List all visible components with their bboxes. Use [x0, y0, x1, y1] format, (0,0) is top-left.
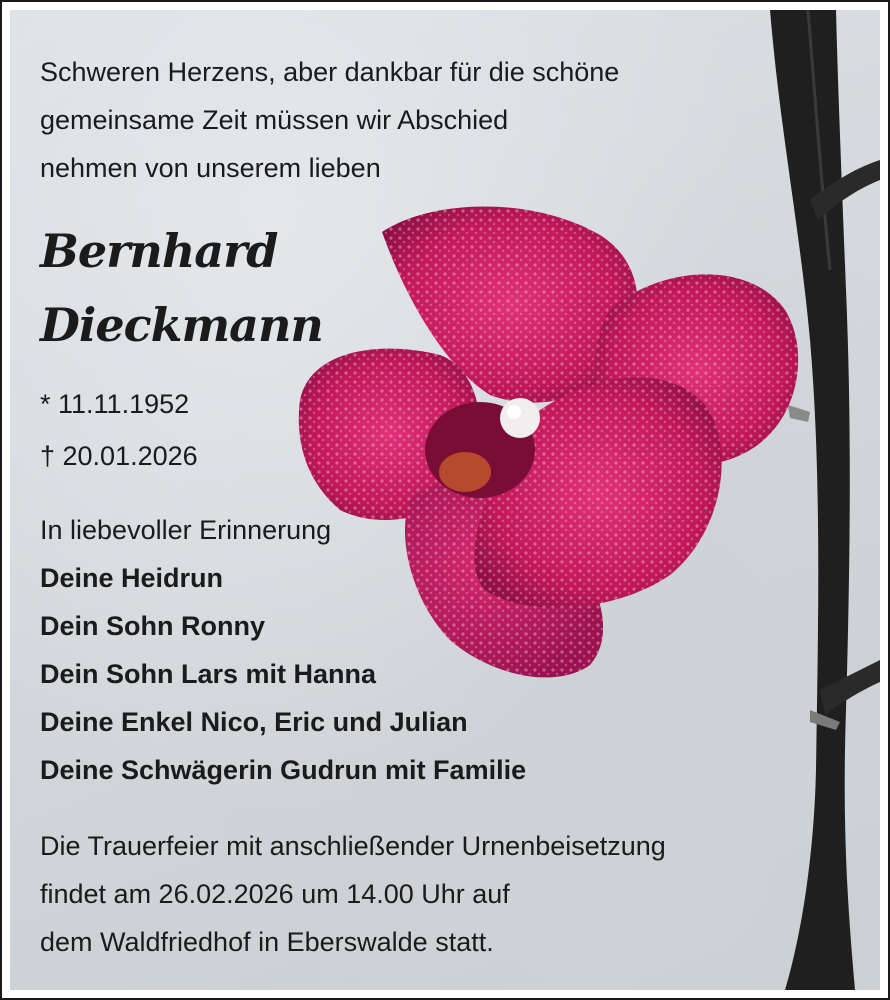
funeral-line: findet am 26.02.2026 um 14.00 Uhr auf: [40, 879, 510, 909]
deceased-last-name: Dieckmann: [40, 298, 323, 352]
birth-date: * 11.11.1952: [40, 389, 190, 419]
intro-line: nehmen von unserem lieben: [40, 153, 381, 183]
background-texture: [10, 10, 880, 990]
mourners-list: [40, 506, 526, 794]
intro-line: gemeinsame Zeit müssen wir Abschied: [40, 105, 509, 135]
mourner-name: Dein Sohn Lars mit Hanna: [40, 659, 377, 689]
funeral-line: Die Trauerfeier mit anschließender Urnenbeisetzung: [40, 831, 666, 861]
mourner-name: Deine Heidrun: [40, 563, 224, 593]
mourners-intro: In liebevoller Erinnerung: [40, 515, 332, 545]
life-dates: [40, 378, 198, 482]
mourner-name: Deine Schwägerin Gudrun mit Familie: [40, 755, 527, 785]
mourner-name: Deine Enkel Nico, Eric und Julian: [40, 707, 468, 737]
intro-text: [40, 48, 619, 192]
funeral-info: [40, 822, 666, 966]
intro-line: Schweren Herzens, aber dankbar für die schöne: [40, 57, 620, 87]
death-date: † 20.01.2026: [40, 441, 198, 471]
mourner-name: Dein Sohn Ronny: [40, 611, 265, 641]
funeral-line: dem Waldfriedhof in Eberswalde statt.: [40, 927, 494, 957]
orchid-stem: [770, 10, 880, 990]
deceased-first-name: Bernhard: [40, 224, 278, 278]
